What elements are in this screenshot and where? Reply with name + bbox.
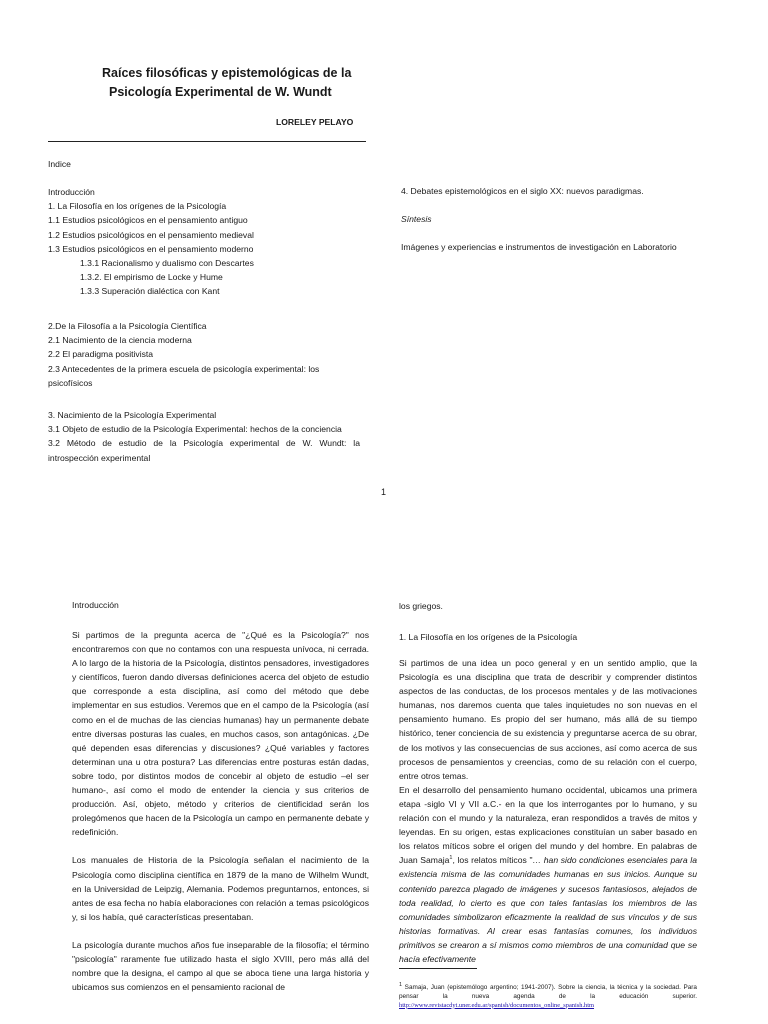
footnote-reference[interactable]: 1 — [449, 855, 453, 862]
toc-item[interactable]: 1.1 Estudios psicológicos en el pensamiento antiguo — [48, 215, 248, 226]
toc-item[interactable]: Imágenes y experiencias e instrumentos de investigación en Laboratorio — [401, 242, 677, 252]
footnote-mark: 1 — [399, 981, 403, 988]
paragraph: Si partimos de la pregunta acerca de "¿Qué es la Psicología?" nos encontraremos con que no contamos con una respuesta unívoca, ni cerrada. A lo largo de la historia de la Psicología, distintos pensadores, investigadores y científicos, fueron dando diversas definiciones acerca del objeto de estudio que corresponde a esta disciplina, así como del método que debe implementar en sus estudios. Veremos que en el campo de la Psicología (así como en el de muchas de las ciencias humanas) hay un permanente debate entre diversas posturas las cuales, en muchos casos, son antagónicas. ¿De qué dependen esas diferencias y discusiones? ¿Qué variables y factores determinan una u otra postura? Las diferencias entre posturas están dadas, sobre todo, por distintos modos de concebir al objeto de estudio –el ser humano-, así como el modo de entender la ciencia y sus criterios de producción. Así, objeto, método y criterios de cientificidad serán los prolegómenos que hacen de la Psicología un campo en permanente debate y redefinición. — [72, 630, 369, 838]
page-number: 1 — [381, 487, 387, 497]
toc-item[interactable]: 2.2 El paradigma positivista — [48, 349, 154, 360]
toc-item[interactable]: 1.3.3 Superación dialéctica con Kant — [80, 286, 220, 297]
paragraph: Los manuales de Historia de la Psicología señalan el nacimiento de la Psicología como disciplina científica en 1879 de la mano de Wilhelm Wundt, en la Universidad de Leipzig, Alemania. Podemos preguntarnos, entonces, si antes de esa fecha no había elaboraciones con relación a temas psicológicos y, si los había, qué características presentaban. — [72, 855, 369, 922]
title-separator — [48, 141, 366, 142]
right-column — [399, 656, 697, 966]
toc-item[interactable]: Síntesis — [401, 214, 432, 224]
toc-item[interactable]: 1.2 Estudios psicológicos en el pensamiento medieval — [48, 229, 254, 240]
toc-item[interactable]: 1.3.2. El empirismo de Locke y Hume — [80, 272, 223, 283]
section-heading-filosofia: 1. La Filosofía en los orígenes de la Psicología — [399, 632, 578, 642]
toc-item[interactable]: 1.3 Estudios psicológicos en el pensamiento moderno — [48, 243, 254, 254]
footnote — [399, 981, 697, 1010]
toc-section-3 — [48, 408, 360, 465]
paragraph-text: En el desarrollo del pensamiento humano occidental, ubicamos una primera etapa -siglo VI y VII a.C.- en la que los interrogantes por lo humano, y su relación con el mundo y la naturaleza, eran respondidos a través de mitos y leyendas. En su origen, estas explicaciones constituían un saber basado en los relatos míticos sobre el origen del mundo y del hombre. En palabras de Juan Samaja — [399, 784, 697, 866]
footnote-link[interactable]: http://www.revistacdyt.uner.edu.ar/spanish/documentos_online_spanish.htm — [399, 1001, 595, 1009]
paragraph-text: , los relatos míticos " — [452, 855, 533, 866]
title-line-2: Psicología Experimental de W. Wundt — [109, 85, 332, 99]
footnote-text: Samaja, Juan (epistemólogo argentino; 1941-2007). Sobre la ciencia, la técnica y la sociedad. Para pensar la nueva agenda de la educación superior. — [399, 984, 697, 1000]
toc-item[interactable]: 3.2 Método de estudio de la Psicología experimental de W. Wundt: la introspección experimental — [48, 438, 360, 463]
toc-item[interactable]: 2.1 Nacimiento de la ciencia moderna — [48, 335, 192, 346]
toc-item[interactable]: Introducción — [48, 187, 95, 197]
quotation: … han sido condiciones esenciales para la existencia misma de las comunidades humanas en sus inicios. Aunque su contenido parezca plagado de imágenes y sucesos fantasiosos, alejados de toda realidad, lo cierto es que con tales fantasías los miembros de las comunidades simbolizaron eficazmente la realidad de sus vínculos y de sus historias formativas. Al crear esas fantasías comunes, los individuos primitivos se crearon a sí mismos como miembros de una comunidad que se hacía efectivamente — [399, 855, 697, 964]
section-heading-introduccion: Introducción — [72, 600, 119, 610]
footnote-separator — [399, 968, 477, 969]
toc-item[interactable]: 3.1 Objeto de estudio de la Psicología Experimental: hechos de la conciencia — [48, 424, 342, 435]
left-column — [72, 628, 369, 994]
paragraph-continuation: los griegos. — [399, 601, 443, 611]
toc-item[interactable]: 1. La Filosofía en los orígenes de la Psicología — [48, 201, 227, 212]
index-heading: Indice — [48, 159, 71, 169]
paragraph: La psicología durante muchos años fue inseparable de la filosofía; el término "psicología" raramente fue utilizado hasta el siglo XVIII, pero más allá del nombre que la designa, el campo al que se aboca tiene una larga historia y ubicamos sus comienzos en el pensamiento racional de — [72, 939, 369, 993]
toc-item[interactable]: 2.3 Antecedentes de la primera escuela de psicología experimental: los psicofísicos — [48, 363, 320, 388]
toc-item[interactable]: 2.De la Filosofía a la Psicología Científica — [48, 321, 207, 331]
toc-item[interactable]: 1.3.1 Racionalismo y dualismo con Descartes — [80, 258, 254, 269]
toc-section-2 — [48, 319, 366, 390]
author-name: LORELEY PELAYO — [276, 117, 354, 127]
title-line-1: Raíces filosóficas y epistemológicas de la — [102, 66, 352, 80]
toc-item[interactable]: 3. Nacimiento de la Psicología Experimental — [48, 410, 217, 420]
paragraph: Si partimos de una idea un poco general y en un sentido amplio, que la Psicología es una disciplina que trata de describir y comprender distintos aspectos de las conductas, de los procesos mentales y de las motivaciones humanas, nos daremos cuenta que tales inquietudes no son nuevas en el pensamiento humano. Es propio del ser humano, más allá de su tiempo histórico, tener conciencia de su existencia y preguntarse acerca de su obrar, de los motivos y las consecuencias de sus acciones, así como acerca de sus procesos de pensamientos y creencias, como de su relación con el cuerpo, entre otros temas. — [399, 658, 697, 781]
paragraph — [399, 783, 697, 966]
toc-item[interactable]: 4. Debates epistemológicos en el siglo XX: nuevos paradigmas. — [401, 186, 644, 196]
toc-section-1 — [48, 185, 254, 299]
